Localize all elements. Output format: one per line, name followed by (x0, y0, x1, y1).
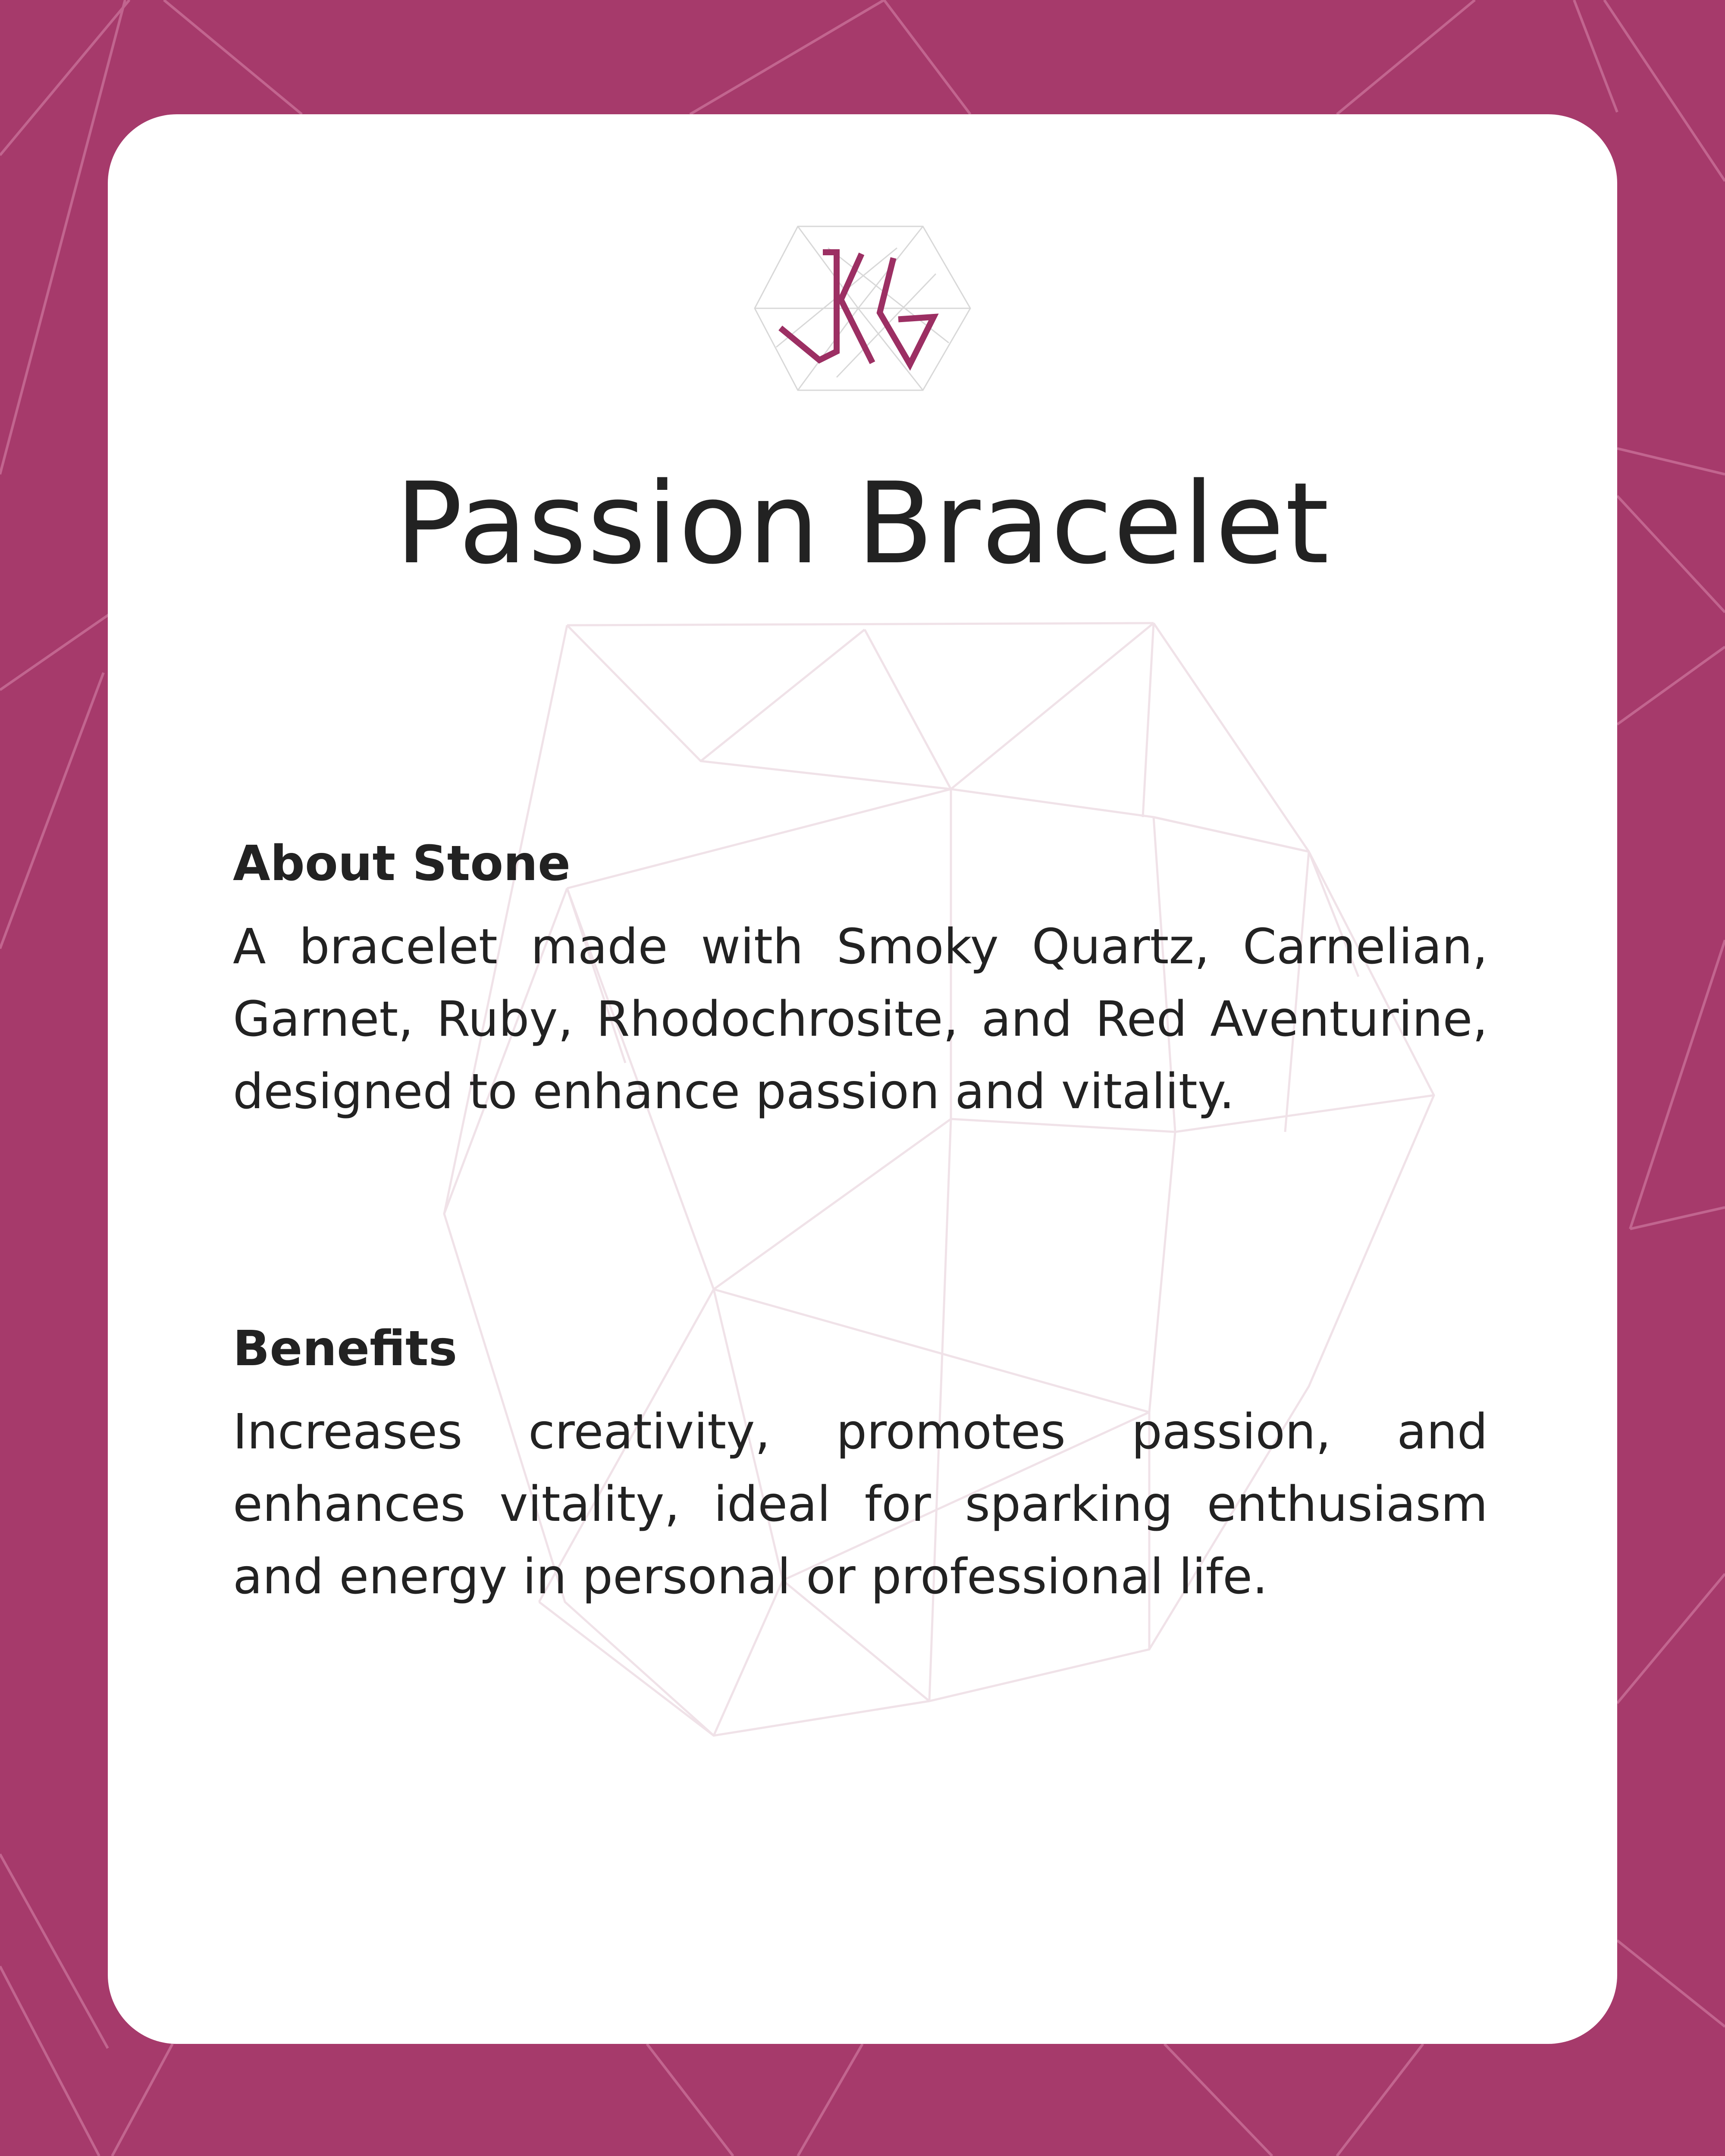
page-title: Passion Bracelet (395, 459, 1330, 589)
benefits-heading: Benefits (233, 1321, 458, 1377)
benefits-section (233, 1315, 1488, 1613)
about-section (233, 830, 1488, 1128)
benefits-text: Increases creativity, promotes passion, and enhances vitality, ideal for sparking enthusiasm and energy in personal or professional life. (233, 1404, 1488, 1605)
product-card (108, 114, 1617, 2044)
about-heading: About Stone (233, 836, 571, 892)
jcg-monogram-icon (750, 222, 975, 395)
about-text: A bracelet made with Smoky Quartz, Carnelian, Garnet, Ruby, Rhodochrosite, and Red Aventurine, designed to enhance passion and vitality. (233, 918, 1488, 1120)
